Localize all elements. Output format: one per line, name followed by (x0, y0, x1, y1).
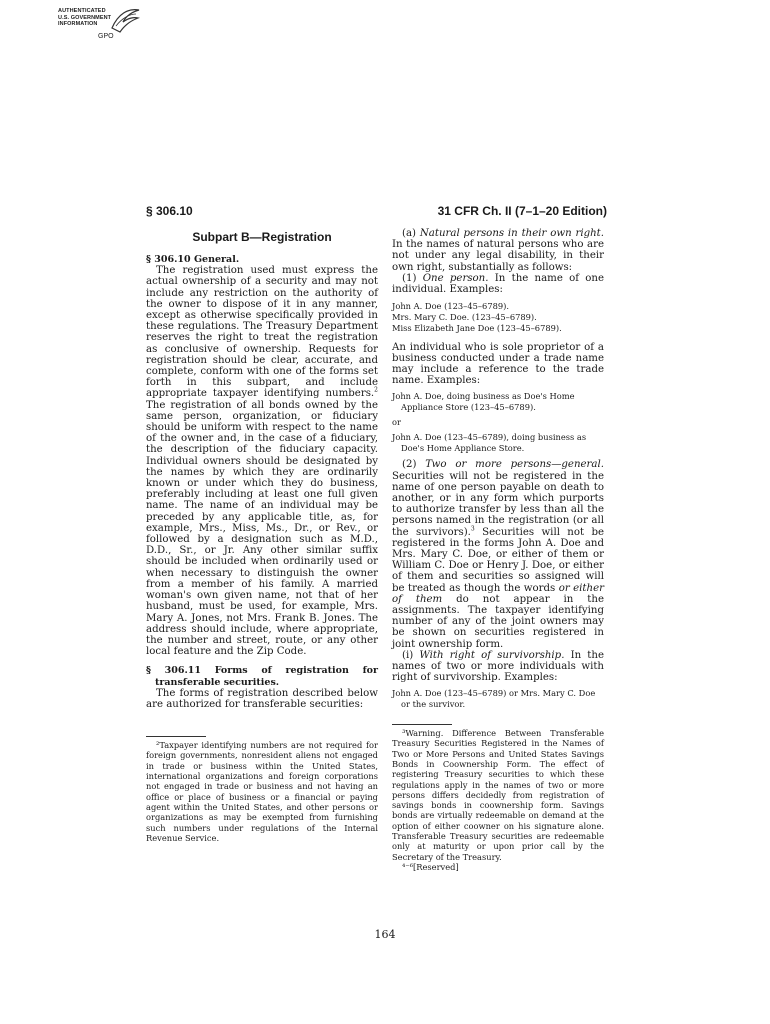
section-306-10-body: The registration used must express the actual ownership of a security and may not include any restriction on the authority of the owner to dispose of it in any manner, except as otherwise specifically provided in these regulations. The Treasury Department reserves the right to treat the registration as conclusive of ownership. Requests for registration should be clear, accurate, and complete, conform with one of the forms set forth in this subpart, and include appropriate taxpayer identifying numbers.$^2$ The registration of all bonds owned by the same person, organization, or fiduciary should be uniform with respect to the name of the owner and, in the case of a fiduciary, the description of the fiduciary capacity. Individual owners should be designated by the names by which they are ordinarily known or under which they do business, preferably including at least one full given name. The name of an individual may be preceded by any applicable title, as, for example, Mrs., Miss, Ms., Dr., or Rev., or followed by a designation such as M.D., D.D., Sr., or Jr. Any other similar suffix should be included when ordinarily used or when necessary to distinguish the owner from a member of his family. A married woman's own given name, not that of her husband, must be used, for example, Mrs. Mary A. Jones, not Mrs. Frank B. Jones. The address should include, where appropriate, the number and street, route, or any other local feature and the Zip Code. (146, 265, 378, 658)
paragraph-a-2: (2) Two or more persons—general. Securities will not be registered in the name of one person payable on death to another, or in any form which purports to authorize transfer by less than all the persons named in the registration (or all the survivors).$^3$ Securities will not be registered in the forms John A. Doe and Mrs. Mary C. Doe, or either of them or William C. Doe or Henry J. Doe, or either of them and securities so assigned will be treated as though the words or either of them do not appear in the assignments. The taxpayer identifying number of any of the joint owners may be shown on securities registered in joint ownership form. (392, 459, 604, 650)
footnote-divider (392, 724, 452, 725)
section-306-11-body: The forms of registration described below are authorized for transferable securities: (146, 687, 378, 710)
footnote-ref-3: 3 (470, 525, 475, 533)
stamp-text: AUTHENTICATED U.S. GOVERNMENT INFORMATION (58, 8, 112, 27)
examples-one-person (392, 301, 604, 333)
footnote-2: ²Taxpayer identifying numbers are not required for foreign governments, nonresident aliens not engaged in trade or business within the United States, international organizations and foreign corporations not engaged in trade or business and not having an office or place of business or a financial or paying agent within the United States, and other persons or organizations as may be exempted from furnishing such numbers under regulations of the Internal Revenue Service. (146, 740, 378, 843)
example-survivorship: John A. Doe (123–45–6789) or Mrs. Mary C. Doe or the survivor. (392, 688, 596, 710)
paragraph-a-1: (1) One person. In the name of one individual. Examples: (392, 272, 605, 296)
stamp-gpo-label: GPO (98, 33, 114, 40)
paragraph-a-2-i: (i) With right of survivorship. In the names of two or more individuals with right of survivorship. Examples: (392, 649, 604, 684)
header-section-number: § 306.10 (146, 204, 193, 218)
example-trade-name-b: John A. Doe (123–45–6789), doing business as Doe's Home Appliance Store. (392, 431, 587, 453)
section-306-10-heading: § 306.10 General. (146, 254, 240, 265)
gpo-authentication-stamp (58, 6, 142, 46)
example-line: Mrs. Mary C. Doe. (123–45–6789). (392, 312, 537, 323)
left-column (146, 228, 378, 843)
header-cfr-edition: 31 CFR Ch. II (7–1–20 Edition) (437, 204, 607, 218)
footnote-ref-2: 2 (374, 387, 378, 395)
or-separator: or (392, 417, 401, 428)
paragraph-a: (a) Natural persons in their own right. In the names of natural persons who are not under any legal disability, in their own right, substantially as follows: (392, 228, 604, 273)
footnote-3: ³Warning. Difference Between Transferable Treasury Securities Registered in the Names of Two or More Persons and United States Savings Bonds in Coownership Form. The effect of registering Treasury securities to which these regulations apply in the names of two or more persons differs decidedly from registration of savings bonds in coownership form. Savings bonds are virtually redeemable on demand at the option of either coowner on his signature alone. Transferable Treasury securities are redeemable only at maturity or upon prior call by the Secretary of the Treasury. (392, 728, 604, 862)
example-line: Miss Elizabeth Jane Doe (123–45–6789). (392, 322, 562, 333)
right-column (392, 228, 604, 872)
section-306-11-heading: § 306.11 Forms of registration for transferable securities. (146, 665, 378, 688)
example-trade-name-a: John A. Doe, doing business as Doe's Home Appliance Store (123–45–6789). (392, 391, 575, 413)
eagle-seal-icon (108, 6, 142, 34)
footnote-4-6: ⁴⁻⁶[Reserved] (402, 861, 459, 872)
page-number: 164 (374, 928, 396, 941)
subpart-heading: Subpart B—Registration (192, 230, 332, 244)
example-line: John A. Doe (123–45–6789). (392, 301, 510, 312)
sole-proprietor-paragraph: An individual who is sole proprietor of a business conducted under a trade name may include a reference to the trade name. Examples: (392, 341, 604, 387)
footnote-divider (146, 736, 206, 737)
